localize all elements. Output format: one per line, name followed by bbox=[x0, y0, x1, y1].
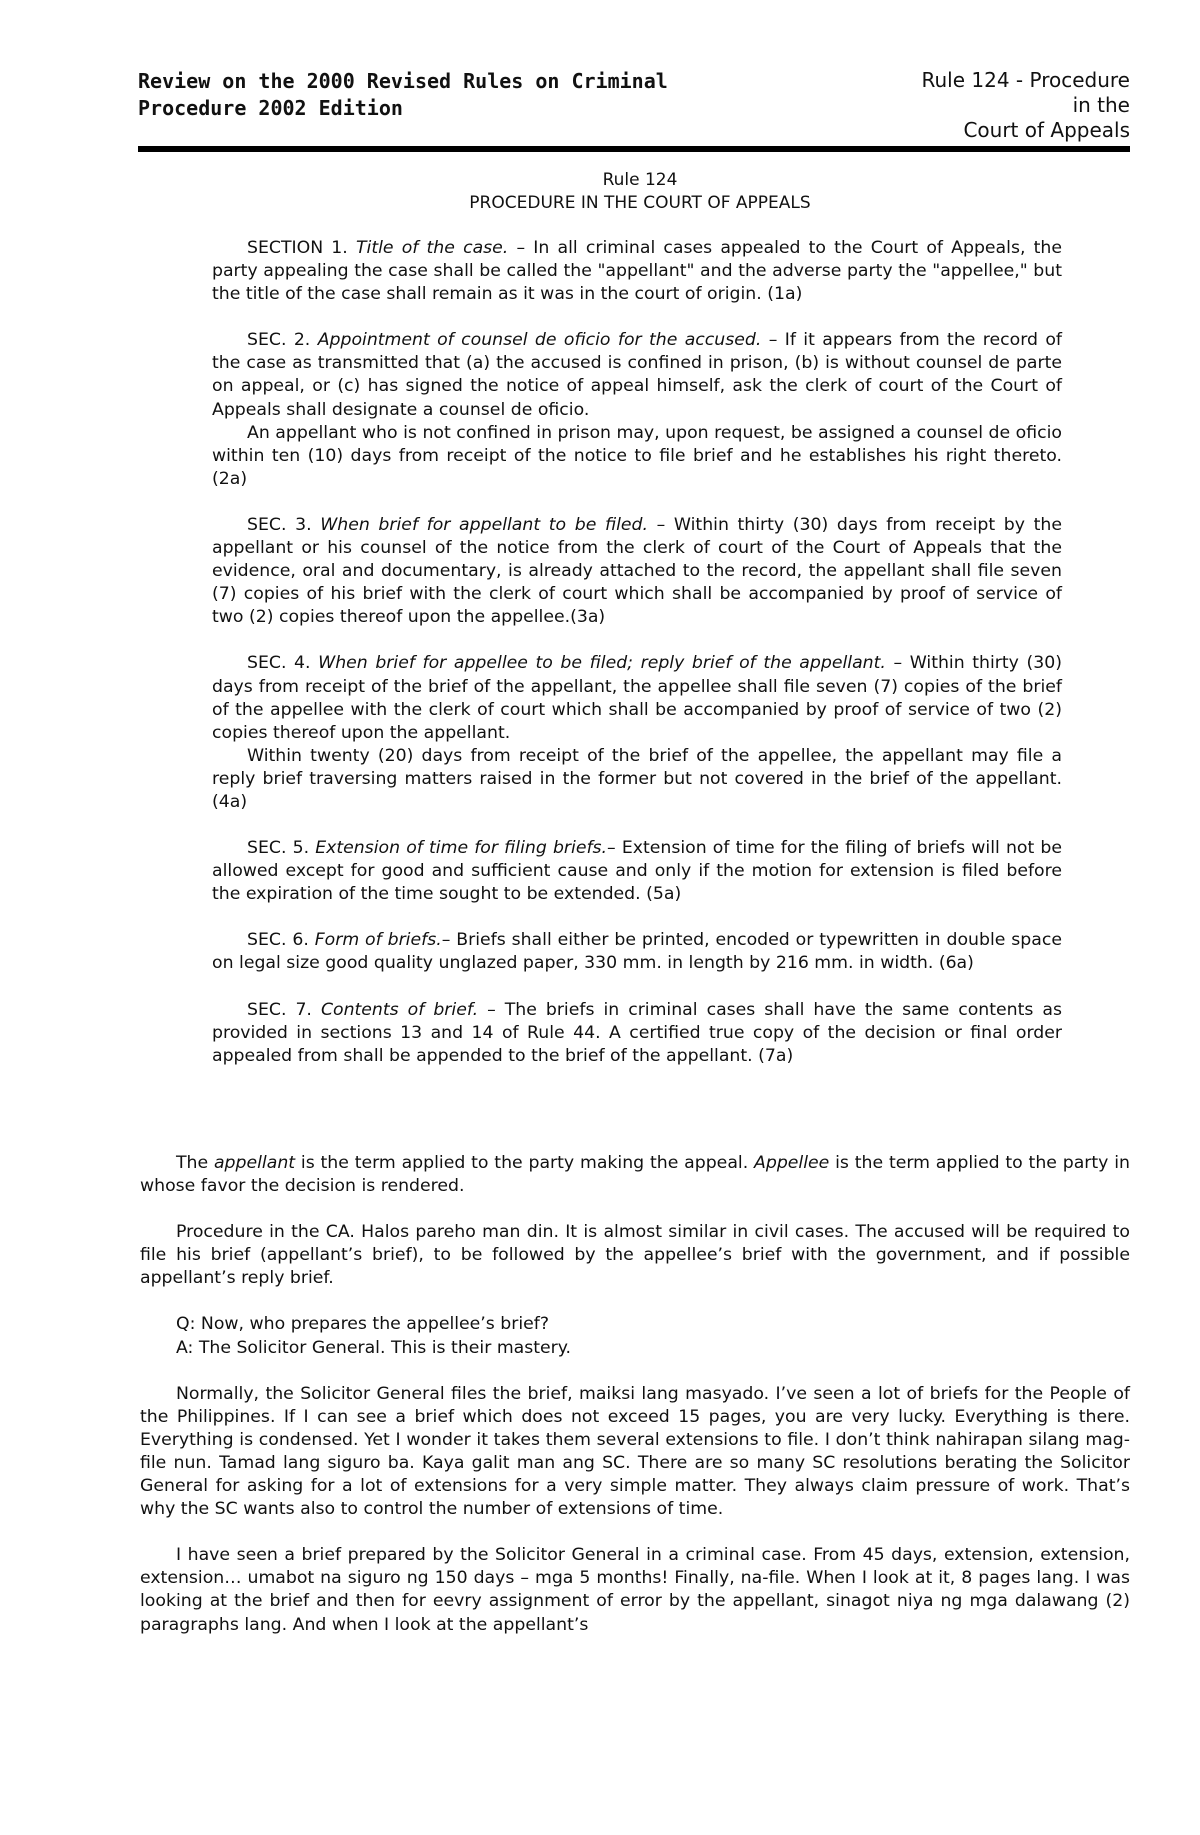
term-appellant: appellant bbox=[213, 1153, 296, 1173]
section-7 bbox=[212, 999, 1062, 1068]
page-header bbox=[138, 68, 1130, 148]
procedure-paragraph: Procedure in the CA. Halos pareho man din. It is almost similar in civil cases. The accused will be required to file his brief (appellant’s brief), to be followed by the appellee’s brief with the government, and if possible appellant’s reply brief. bbox=[140, 1222, 1130, 1289]
brief-example-paragraph: I have seen a brief prepared by the Solicitor General in a criminal case. From 45 days, extension, extension, extension… umabot na siguro ng 150 days – mga 5 months! Finally, na-file. When I look at it, 8 pages lang. I was looking at the brief and then for eevry assignment of error by the appellant, sinagot niya ng mga dalawang (2) paragraphs lang. And when I look at the appellant’s bbox=[140, 1545, 1130, 1635]
question: Q: Now, who prepares the appellee’s brief? bbox=[176, 1314, 550, 1335]
header-rule-title-line-2: in the bbox=[1072, 93, 1130, 117]
section-5 bbox=[212, 837, 1062, 906]
section-label: SEC. 7. bbox=[247, 999, 312, 1020]
section-label: SEC. 4. bbox=[247, 653, 311, 674]
answer: A: The Solicitor General. This is their mastery. bbox=[176, 1337, 572, 1358]
section-heading: Extension of time for filing briefs. bbox=[315, 838, 608, 859]
section-label: SEC. 5. bbox=[247, 838, 310, 859]
section-heading: When brief for appellee to be filed; reply brief of the appellant. bbox=[318, 653, 886, 674]
section-body: – If it appears from the record of the case as transmitted that (a) the accused is confined in prison, (b) is without counsel de parte on appeal, or (c) has signed the notice of appeal himself, ask the clerk of court of the Court of Appeals shall designate a counsel de oficio. bbox=[212, 330, 1062, 420]
section-label: SECTION 1. bbox=[247, 238, 348, 258]
header-book-title-line-2: Procedure 2002 Edition bbox=[138, 96, 403, 120]
section-1 bbox=[212, 237, 1062, 306]
header-rule-title bbox=[800, 68, 1130, 143]
rule-sections bbox=[212, 237, 1062, 1068]
section-3 bbox=[212, 514, 1062, 629]
section-heading: Title of the case. bbox=[355, 238, 509, 258]
section-body: – In all criminal cases appealed to the Court of Appeals, the party appealing the case shall be called the "appellant" and the adverse party the "appellee," but the title of the case shall remain as it was in the court of origin. (1a) bbox=[212, 238, 1062, 305]
section-4-paragraph-2: Within twenty (20) days from receipt of the brief of the appellee, the appellant may file a reply brief traversing matters raised in the former but not covered in the brief of the appellant. (4a) bbox=[212, 745, 1062, 812]
section-body: – Within thirty (30) days from receipt of the brief of the appellant, the appellee shall file seven (7) copies of the brief of the appellee with the clerk of court which shall be accompanied by proof of service of two (2) copies thereof upon the appellant. bbox=[212, 653, 1062, 743]
header-rule-title-line-1: Rule 124 - Procedure bbox=[921, 68, 1130, 92]
solicitor-general-paragraph: Normally, the Solicitor General files the brief, maiksi lang masyado. I’ve seen a lot of briefs for the People of the Philippines. If I can see a brief which does not exceed 15 pages, you are very lucky. Everything is there. Everything is condensed. Yet I wonder it takes them several extensions to file. I don’t think nahirapan silang mag-file nun. Tamad lang siguro ba. Kaya galit man ang SC. There are so many SC resolutions berating the Solicitor General for asking for a lot of extensions for a very simple matter. They always claim pressure of work. That’s why the SC wants also to control the number of extensions of time. bbox=[140, 1383, 1130, 1520]
section-body: – Extension of time for the filing of briefs will not be allowed except for good and sufficient cause and only if the motion for extension is filed before the expiration of the time sought to be extended. (5a) bbox=[212, 838, 1063, 905]
definition-text: is the term applied to the party making the appeal. bbox=[295, 1153, 755, 1173]
section-6 bbox=[212, 929, 1062, 975]
section-4 bbox=[212, 652, 1062, 744]
header-divider bbox=[138, 146, 1130, 152]
section-label: SEC. 2. bbox=[247, 330, 311, 351]
section-heading: Appointment of counsel de oficio for the accused. bbox=[317, 330, 762, 351]
rule-title: PROCEDURE IN THE COURT OF APPEALS bbox=[469, 193, 811, 213]
header-rule-title-line-3: Court of Appeals bbox=[963, 118, 1130, 142]
section-heading: When brief for appellant to be filed. bbox=[320, 514, 649, 535]
section-2 bbox=[212, 329, 1062, 421]
section-label: SEC. 3. bbox=[247, 514, 312, 535]
rule-number: Rule 124 bbox=[602, 170, 678, 190]
term-appellee: Appellee bbox=[754, 1153, 830, 1173]
definition-text: is the term applied to the party in whose favor the decision is rendered. bbox=[140, 1153, 1130, 1197]
header-book-title-line-1: Review on the 2000 Revised Rules on Criminal bbox=[138, 69, 668, 93]
section-2-paragraph-2: An appellant who is not confined in prison may, upon request, be assigned a counsel de oficio within ten (10) days from receipt of the notice to file brief and he establishes his right thereto. (2a) bbox=[212, 422, 1062, 489]
section-heading: Form of briefs. bbox=[314, 930, 442, 951]
section-body: – Within thirty (30) days from receipt by the appellant or his counsel of the notice from the clerk of court of the Court of Appeals that the evidence, oral and documentary, is already attached to the record, the appellant shall file seven (7) copies of his brief with the clerk of court which shall be accompanied by proof of service of two (2) copies thereof upon the appellee.(3a) bbox=[212, 514, 1062, 628]
section-heading: Contents of brief. bbox=[320, 999, 479, 1020]
definition-text: The bbox=[176, 1153, 214, 1173]
section-label: SEC. 6. bbox=[247, 930, 309, 951]
section-body: – The briefs in criminal cases shall have the same contents as provided in sections 13 and 14 of Rule 44. A certified true copy of the decision or final order appealed from shall be appended to the brief of the appellant. (7a) bbox=[212, 999, 1062, 1066]
section-body: – Briefs shall either be printed, encoded or typewritten in double space on legal size good quality unglazed paper, 330 mm. in length by 216 mm. in width. (6a) bbox=[212, 930, 1062, 974]
header-book-title bbox=[138, 68, 778, 122]
rule-heading bbox=[0, 169, 1200, 215]
discussion bbox=[140, 1152, 1130, 1637]
definition-paragraph bbox=[140, 1152, 1130, 1198]
